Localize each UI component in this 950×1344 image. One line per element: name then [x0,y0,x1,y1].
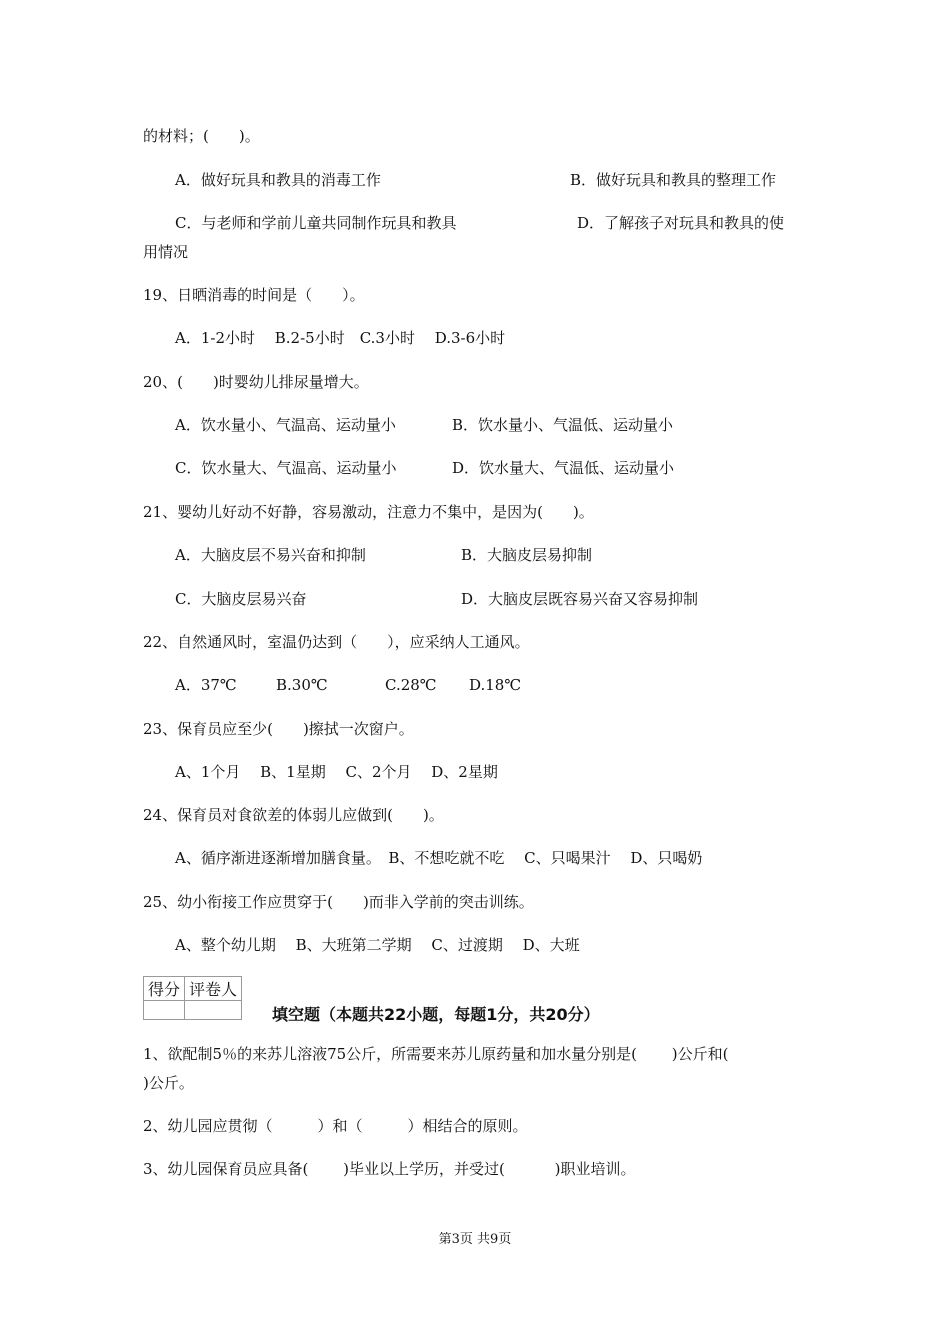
fill-question-1: 1、欲配制5％的来苏儿溶液75公斤，所需要来苏儿原药量和加水量分别是( )公斤和( [143,1045,729,1063]
question-text: 的材料；( )。 [143,127,260,145]
option-a: A．做好玩具和教具的消毒工作 [175,171,381,189]
option-b: B．做好玩具和教具的整理工作 [570,171,777,189]
question-20: 20、( )时婴幼儿排尿量增大。 [143,373,369,391]
options-19: A．1-2小时 B.2-5小时 C.3小时 D.3-6小时 [175,329,506,347]
grader-cell [185,1001,242,1020]
option-20a: A．饮水量小、气温高、运动量小 [175,416,396,434]
option-22b: B.30℃ [276,676,328,694]
option-21a: A．大脑皮层不易兴奋和抑制 [175,546,366,564]
options-23: A、1个月 B、1星期 C、2个月 D、2星期 [175,763,498,781]
score-box [143,976,242,1020]
grader-label: 评卷人 [185,977,242,1001]
option-22d: D.18℃ [469,676,522,694]
fill-question-2: 2、幼儿园应贯彻（ ）和（ ）相结合的原则。 [143,1117,528,1135]
option-22a: A．37℃ [175,676,237,694]
question-23: 23、保育员应至少( )擦拭一次窗户。 [143,720,414,738]
option-21c: C．大脑皮层易兴奋 [175,590,307,608]
option-22c: C.28℃ [385,676,437,694]
option-20b: B．饮水量小、气温低、运动量小 [452,416,674,434]
option-20c: C．饮水量大、气温高、运动量小 [175,459,397,477]
option-d-continued: 用情况 [143,243,189,261]
score-label: 得分 [144,977,185,1001]
question-25: 25、幼小衔接工作应贯穿于( )而非入学前的突击训练。 [143,893,534,911]
page-footer: 第3页 共9页 [438,1232,512,1247]
options-25: A、整个幼儿期 B、大班第二学期 C、过渡期 D、大班 [175,936,580,954]
question-24: 24、保育员对食欲差的体弱儿应做到( )。 [143,806,444,824]
fill-question-3: 3、幼儿园保育员应具备( )毕业以上学历，并受过( )职业培训。 [143,1160,636,1178]
score-cell [144,1001,185,1020]
option-c: C．与老师和学前儿童共同制作玩具和教具 [175,214,457,232]
question-21: 21、婴幼儿好动不好静，容易激动，注意力不集中，是因为( )。 [143,503,594,521]
fill-question-1-continued: )公斤。 [143,1074,194,1092]
option-d: D．了解孩子对玩具和教具的使 [577,214,785,232]
question-22: 22、自然通风时，室温仍达到（ ），应采纳人工通风。 [143,633,530,651]
question-19: 19、日晒消毒的时间是（ ）。 [143,286,365,304]
options-24: A、循序渐进逐渐增加膳食量。 B、不想吃就不吃 C、只喝果汁 D、只喝奶 [175,849,703,867]
option-20d: D．饮水量大、气温低、运动量小 [452,459,675,477]
section-title: 填空题（本题共22小题，每题1分，共20分） [272,1005,600,1024]
option-21b: B．大脑皮层易抑制 [461,546,593,564]
option-21d: D．大脑皮层既容易兴奋又容易抑制 [461,590,699,608]
